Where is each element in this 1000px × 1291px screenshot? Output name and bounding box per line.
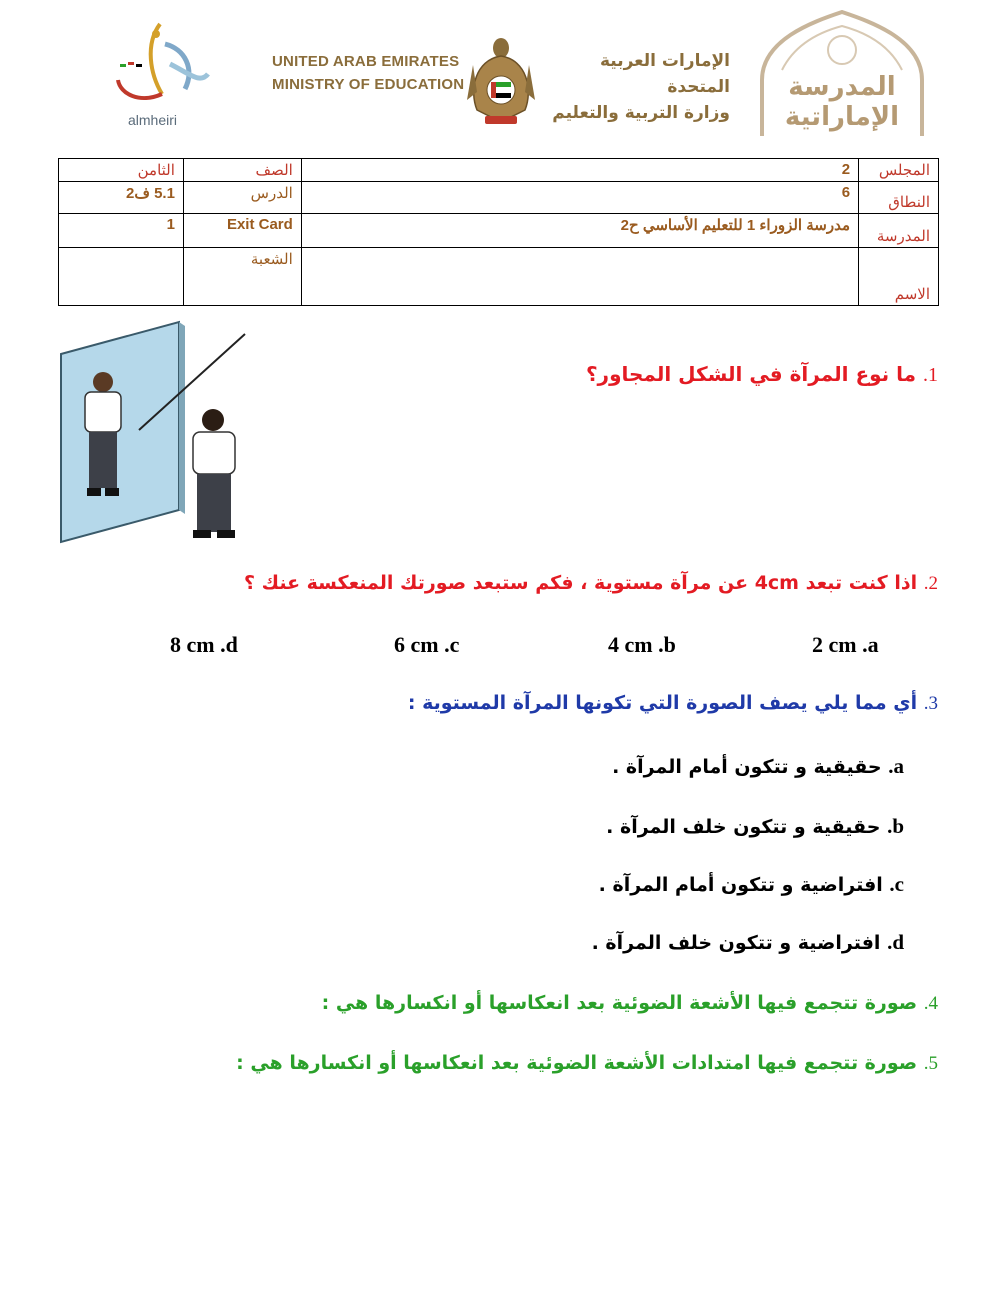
question-1-number: 1. [923,364,938,386]
table-row [59,248,939,306]
almheiri-logo-text: almheiri [128,112,178,128]
question-3-text: أي مما يلي يصف الصورة التي تكونها المرآة المستوية : [407,692,918,714]
falcon-emblem-icon [465,30,537,130]
plane-mirror-figure-icon [55,320,255,548]
section-label: الشعبة [183,248,301,306]
ministry-name-arabic [540,48,730,126]
school-label: المدرسة [859,214,939,248]
q3-option-d-text: افتراضية و تتكون خلف المرآة . [591,932,881,954]
question-5-number: 5. [923,1053,938,1074]
emirati-school-logo-text [752,72,932,132]
q3-option-b-text: حقيقية و تتكون خلف المرآة . [606,816,881,838]
question-5-text: صورة تتجمع فيها امتدادات الأشعة الضوئية بعد انعكاسها أو انكسارها هي : [236,1052,918,1074]
grade-value: الثامن [59,159,184,182]
table-row [59,214,939,248]
exit-card-label: Exit Card [183,214,301,248]
council-value: 2 [301,159,858,182]
question-1-text: ما نوع المرآة في الشكل المجاور؟ [585,362,917,386]
almheiri-logo [100,14,215,114]
question-3 [408,692,938,715]
lesson-value: 5.1 ف2 [59,182,184,214]
question-2-text: اذا كنت تبعد 4cm عن مرآة مستوية ، فكم ستبعد صورتك المنعكسة عنك ؟ [243,572,918,594]
mirror-illustration [55,320,255,548]
school-logo-line1: المدرسة [788,72,896,102]
area-value: 6 [301,182,858,214]
question-2 [244,572,938,595]
q3-option-d[interactable] [592,930,904,955]
q3-option-a[interactable] [612,754,904,779]
area-label: النطاق [859,182,939,214]
question-5 [236,1052,938,1075]
ministry-en-line1: UNITED ARAB EMIRATES [272,53,460,70]
q3-option-b[interactable] [606,814,904,839]
question-4 [322,992,938,1015]
q2-option-c[interactable]: 6 cm .c [394,632,460,657]
council-label: المجلس [859,159,939,182]
q3-option-c-letter: c. [889,872,904,896]
ministry-ar-line2: وزارة التربية والتعليم [552,103,730,123]
q3-option-b-letter: b. [887,814,904,838]
q3-option-a-text: حقيقية و تتكون أمام المرآة . [612,756,882,778]
table-row [59,159,939,182]
q2-option-b[interactable]: 4 cm .b [608,632,676,657]
q3-option-c[interactable] [599,872,904,897]
question-2-number: 2. [923,573,938,594]
q2-option-a[interactable]: 2 cm .a [812,632,879,657]
name-label: الاسم [859,248,939,306]
lesson-label: الدرس [183,182,301,214]
table-row [59,182,939,214]
exit-card-number: 1 [59,214,184,248]
school-value: مدرسة الزوراء 1 للتعليم الأساسي ح2 [301,214,858,248]
student-info-table [58,158,939,306]
q3-option-d-letter: d. [887,930,904,954]
question-4-number: 4. [923,993,938,1014]
q3-option-a-letter: a. [888,754,904,778]
q2-option-d[interactable]: 8 cm .d [170,632,238,657]
ministry-ar-line1: الإمارات العربية المتحدة [599,51,730,97]
question-1 [586,362,938,387]
grade-label: الصف [183,159,301,182]
almheiri-emblem-icon [100,14,215,114]
question-3-number: 3. [923,693,938,714]
name-field[interactable] [301,248,858,306]
q3-option-c-text: افتراضية و تتكون أمام المرآة . [598,874,883,896]
section-field[interactable] [59,248,184,306]
ministry-name-english [272,50,464,96]
ministry-en-line2: MINISTRY OF EDUCATION [272,76,465,93]
school-logo-line2: الإماراتية [784,102,900,132]
question-4-text: صورة تتجمع فيها الأشعة الضوئية بعد انعكاسها أو انكسارها هي : [321,992,918,1014]
uae-emblem [465,30,537,130]
